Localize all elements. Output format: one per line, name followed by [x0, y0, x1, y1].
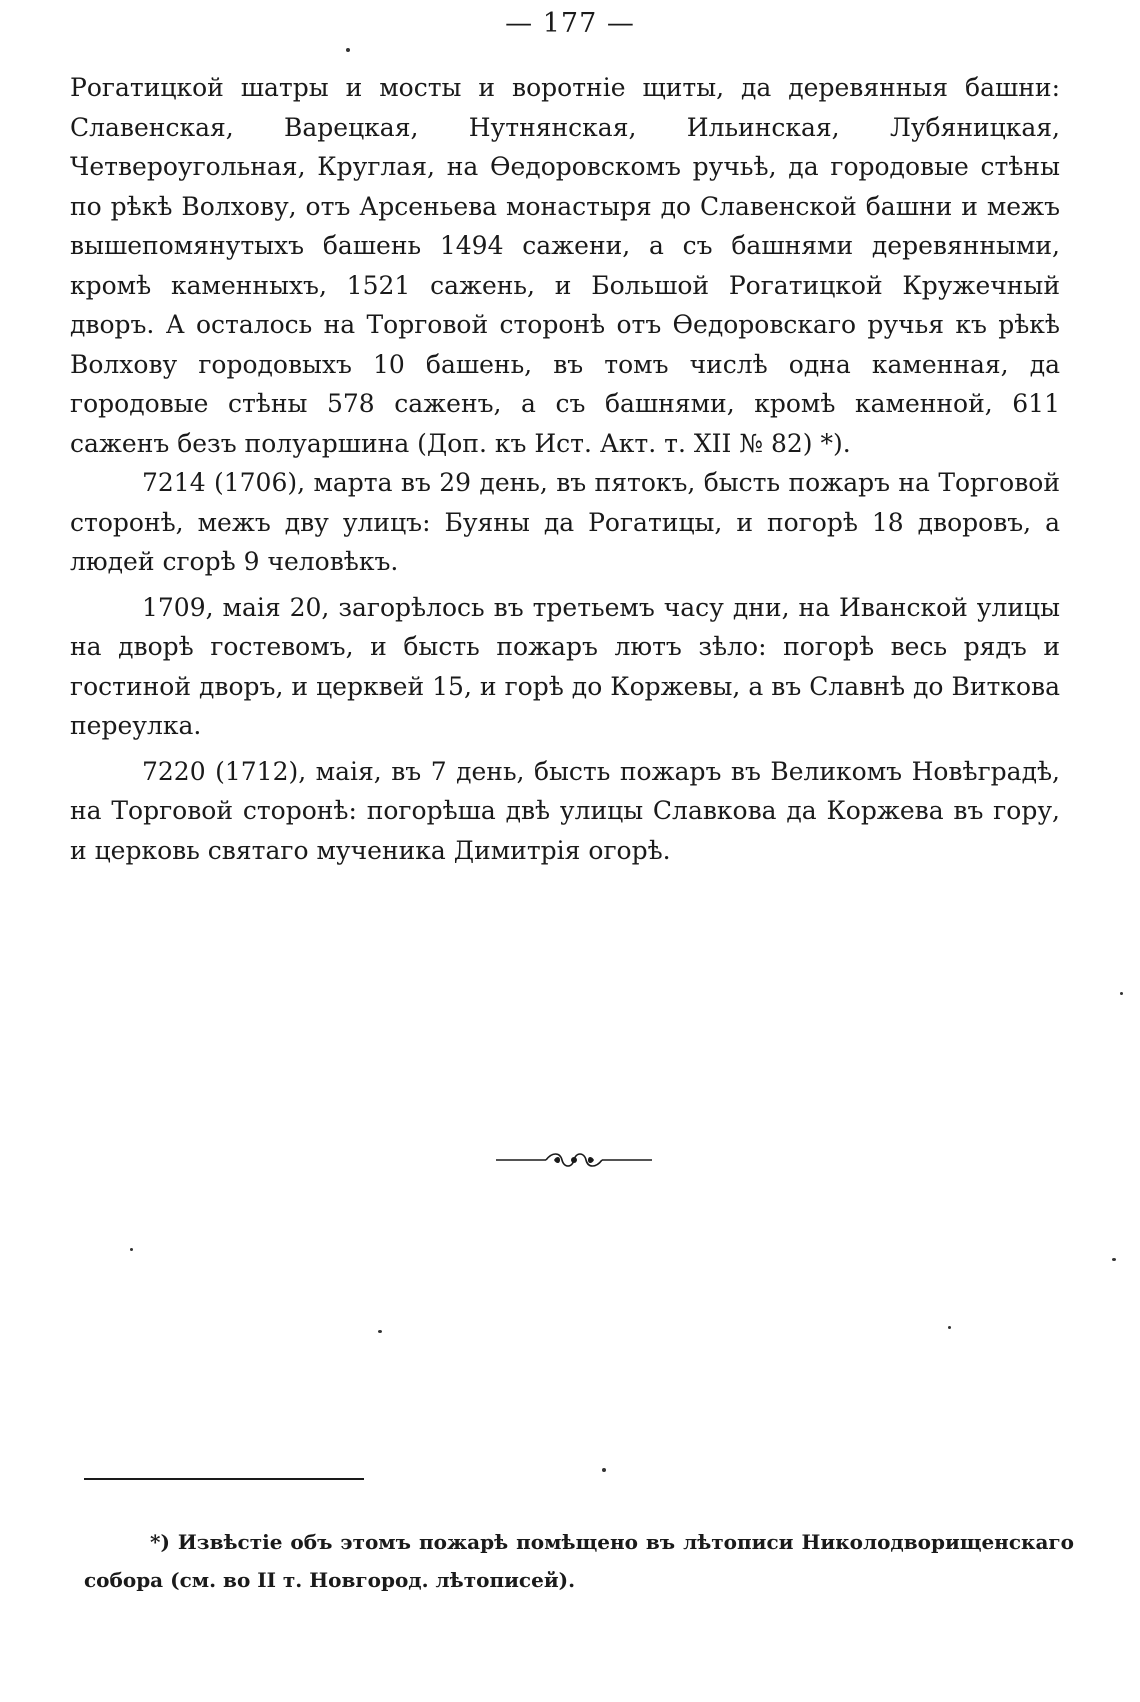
scan-speck	[948, 1326, 951, 1329]
footnote: *) Извѣстіе объ этомъ пожарѣ помѣщено въ лѣтописи Николодворищенскаго собора (см. во II т. Новгород. лѣтописей).	[84, 1530, 1074, 1592]
paragraph: 1709, маія 20, загорѣлось въ третьемъ часу дни, на Иванской улицы на дворѣ гостевомъ, и бысть пожаръ лютъ зѣло: погорѣ весь рядъ и гостиной дворъ, и церквей 15, и горѣ до Коржевы, а въ Славнѣ до Виткова переулка.	[70, 592, 1060, 740]
main-text	[70, 68, 1060, 870]
scan-speck	[602, 1468, 606, 1472]
paragraph: 7214 (1706), марта въ 29 день, въ пятокъ, бысть пожаръ на Торговой сторонѣ, межъ дву улицъ: Буяны да Рогатицы, и погорѣ 18 дворовъ, а людей сгорѣ 9 человѣкъ.	[70, 468, 1060, 576]
page-number: — 177 —	[505, 8, 635, 39]
paragraph: Рогатицкой шатры и мосты и воротніе щиты, да деревянныя башни: Славенская, Варецкая, Нутнянская, Ильинская, Лубяницкая, Четвероугольная, Круглая, на Ѳедоровскомъ ручьѣ, да городовые стѣны по рѣкѣ Волхову, отъ Арсеньева монастыря до Славенской башни и межъ вышепомянутыхъ башень 1494 сажени, а съ башнями деревянными, кромѣ каменныхъ, 1521 сажень, и Большой Рогатицкой Кружечный дворъ. А осталось на Торговой сторонѣ отъ Ѳедоровскаго ручья къ рѣкѣ Волхову городовыхъ 10 башень, въ томъ числѣ одна каменная, да городовые стѣны 578 саженъ, а съ башнями, кромѣ каменной, 611 саженъ безъ полуаршина (Доп. къ Ист. Акт. т. XII № 82) *).	[70, 73, 1060, 458]
scan-speck	[378, 1330, 382, 1333]
ornament-divider-icon	[494, 1148, 654, 1172]
scan-speck	[1120, 992, 1123, 995]
footnote-divider	[84, 1478, 364, 1480]
scan-speck	[1112, 1258, 1116, 1261]
scan-speck	[346, 48, 350, 52]
paragraph: 7220 (1712), маія, въ 7 день, бысть пожаръ въ Великомъ Новѣградѣ, на Торговой сторонѣ: погорѣша двѣ улицы Славкова да Коржева въ гору, и церковь святаго мученика Димитрія огорѣ.	[70, 756, 1060, 865]
scan-speck	[130, 1248, 133, 1251]
